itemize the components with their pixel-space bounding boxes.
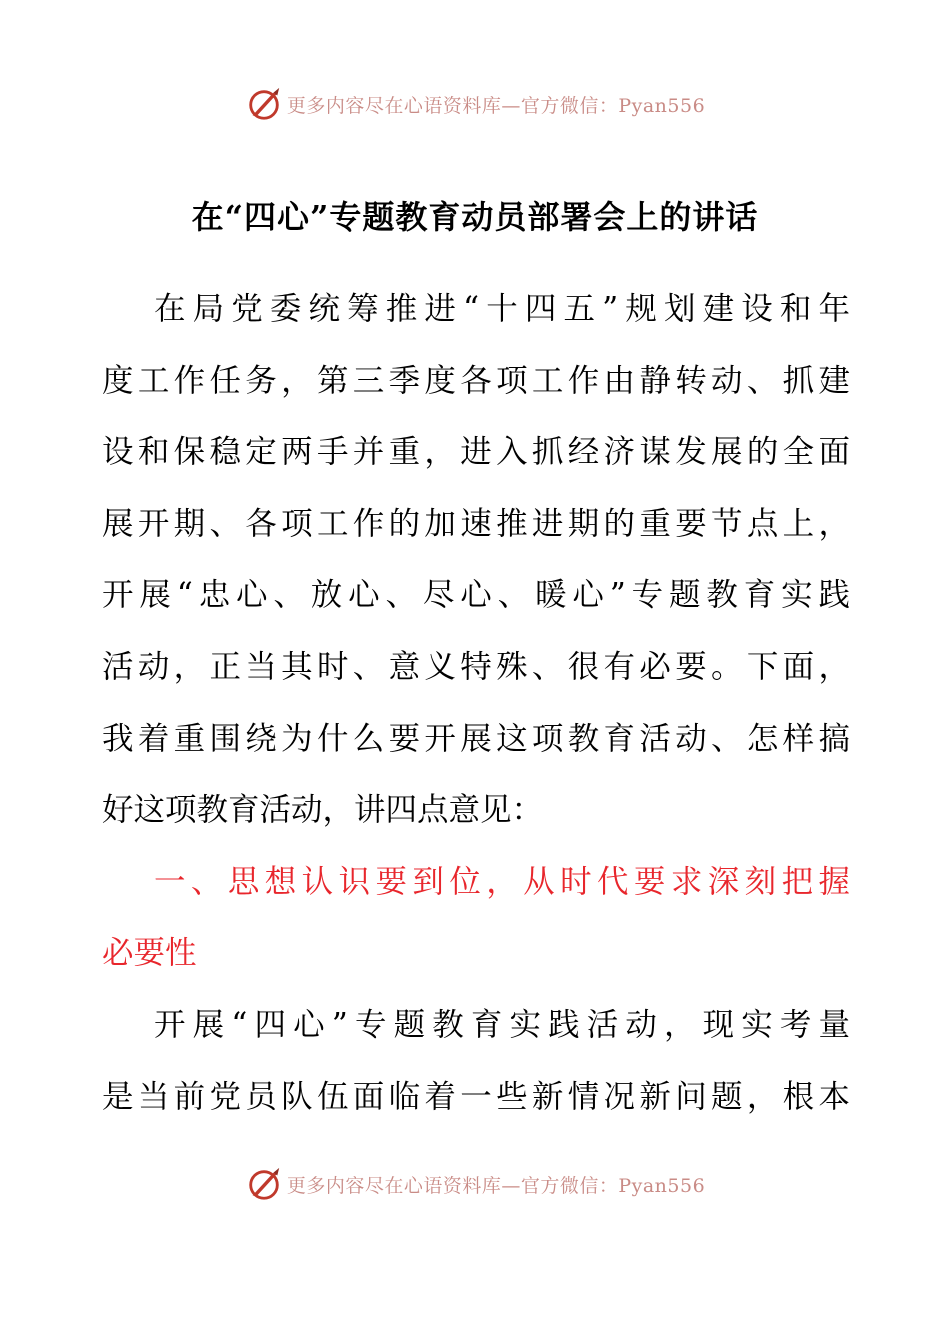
body-line: 开展“忠心、放心、尽心、暖心”专题教育实践: [102, 577, 850, 614]
body-line: 在局党委统筹推进“十四五”规划建设和年: [154, 291, 850, 327]
body-line: 我着重围绕为什么要开展这项教育活动、怎样搞: [102, 720, 850, 757]
quill-pen-circle-icon: [245, 85, 283, 123]
body-line: 好这项教育活动，讲四点意见：: [102, 792, 544, 829]
watermark-header: [0, 84, 950, 124]
document-title: 在“四心”专题教育动员部署会上的讲话: [191, 198, 759, 236]
section-heading: 一、思想认识要到位，从时代要求深刻把握: [154, 863, 850, 900]
body-line: 活动，正当其时、意义特殊、很有必要。下面，: [102, 648, 850, 685]
quill-pen-circle-icon: [245, 1165, 283, 1203]
body-line: 度工作任务，第三季度各项工作由静转动、抓建: [102, 362, 850, 399]
body-line: 设和保稳定两手并重，进入抓经济谋发展的全面: [102, 434, 850, 471]
body-line: 是当前党员队伍面临着一些新情况新问题，根本: [102, 1078, 850, 1115]
watermark-footer: [0, 1164, 950, 1204]
document-body: [102, 274, 850, 1133]
body-line: 展开期、各项工作的加速推进期的重要节点上，: [102, 505, 850, 542]
watermark-text: 更多内容尽在心语资料库—官方微信：Pyan556: [286, 94, 706, 117]
watermark-text: 更多内容尽在心语资料库—官方微信：Pyan556: [286, 1174, 706, 1197]
body-line: 开展“四心”专题教育实践活动，现实考量: [154, 1006, 850, 1043]
section-heading: 必要性: [102, 935, 197, 972]
